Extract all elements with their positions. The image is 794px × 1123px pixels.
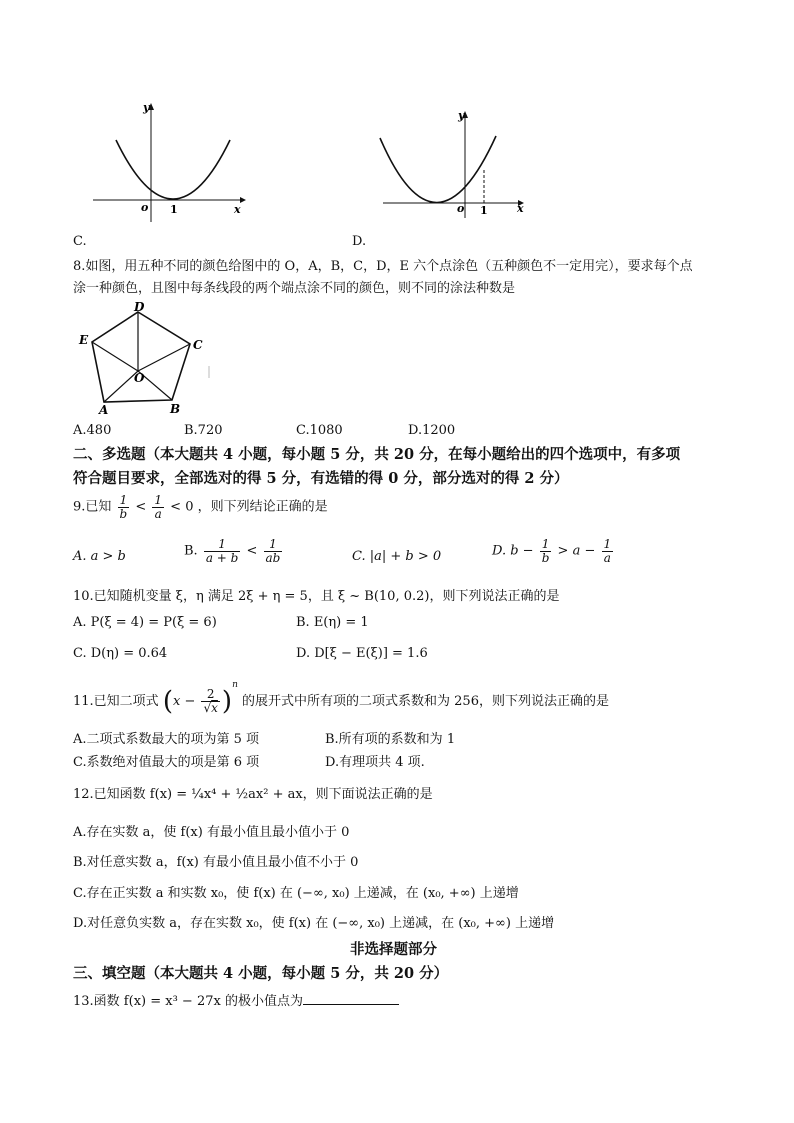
q11-stem-pre: 11.已知二项式 <box>73 694 159 709</box>
nonchoice-heading: 非选择题部分 <box>350 941 437 958</box>
graph-d-x-label: x <box>517 202 524 215</box>
q8-line1: 8.如图，用五种不同的颜色给图中的 O，A，B，C，D，E 六个点涂色（五种颜色不一定用完），要求每个点 <box>73 259 693 274</box>
q10-option-c[interactable]: C. D(η) = 0.64 <box>73 646 168 661</box>
section2-heading-line1: 二、多选题（本大题共 4 小题，每小题 5 分，共 20 分，在每小题给出的四个选项中，有多项 <box>73 446 681 463</box>
q10-option-d[interactable]: D. D[ξ − E(ξ)] = 1.6 <box>296 646 428 661</box>
q8-line2: 涂一种颜色，且图中每条线段的两个端点涂不同的颜色，则不同的涂法种数是 <box>73 281 516 296</box>
q8-option-c[interactable]: C.1080 <box>296 423 343 438</box>
q13-text: 13.函数 f(x) = x³ − 27x 的极小值点为 <box>73 994 303 1009</box>
q10-stem: 10.已知随机变量 ξ，η 满足 2ξ + η = 5，且 ξ ~ B(10, 0.2)，则下列说法正确的是 <box>73 589 560 604</box>
q9-stem-post: ，则下列结论正确的是 <box>197 499 328 515</box>
point-b: B <box>170 402 181 416</box>
q12-option-d[interactable]: D.对任意负实数 a，存在实数 x₀，使 f(x) 在 (−∞, x₀) 上递减，在 (x₀, +∞) 上递增 <box>73 916 555 931</box>
section2-heading-line2: 符合题目要求，全部选对的得 5 分，有选错的得 0 分，部分选对的得 2 分） <box>73 470 569 487</box>
q13-answer-blank[interactable] <box>303 992 399 1005</box>
q11-option-b[interactable]: B.所有项的系数和为 1 <box>325 732 456 747</box>
q9-stem-pre: 9.已知 <box>73 499 112 515</box>
graph-c-tick: 1 <box>170 203 178 216</box>
q11-option-c[interactable]: C.系数绝对值最大的项是第 6 项 <box>73 755 260 770</box>
q9-option-b-label: B. <box>184 543 198 559</box>
q9-option-d-label: D. b − <box>492 543 534 559</box>
pentagon-figure <box>76 300 216 418</box>
point-d: D <box>134 300 145 314</box>
q12-option-a[interactable]: A.存在实数 a，使 f(x) 有最小值且最小值小于 0 <box>73 825 350 840</box>
graph-c-origin: o <box>141 201 149 214</box>
graph-d-tick: 1 <box>480 204 488 217</box>
q8-option-a[interactable]: A.480 <box>73 423 112 438</box>
q12-option-c[interactable]: C.存在正实数 a 和实数 x₀，使 f(x) 在 (−∞, x₀) 上递减，在 (x₀, +∞) 上递增 <box>73 886 519 901</box>
q8-option-b[interactable]: B.720 <box>184 423 223 438</box>
q11-option-a[interactable]: A.二项式系数最大的项为第 5 项 <box>73 732 260 747</box>
q9-option-d[interactable]: D. b − $\frac{1}{b}$ > a − $\frac{1}{a}$ <box>492 537 612 565</box>
graph-d-origin: o <box>457 202 465 215</box>
q10-option-a[interactable]: A. P(ξ = 4) = P(ξ = 6) <box>73 615 217 630</box>
graph-d-y-label: y <box>458 109 465 122</box>
q12-stem: 12.已知函数 f(x) = ¼x⁴ + ½ax² + ax，则下面说法正确的是 <box>73 787 433 802</box>
graph-c-x-label: x <box>234 203 241 216</box>
graph-d-label: D. <box>352 234 367 249</box>
point-a: A <box>99 403 109 417</box>
q13 <box>73 990 399 1009</box>
q11-stem-post: 的展开式中所有项的二项式系数和为 256，则下列说法正确的是 <box>242 694 609 709</box>
q9-stem: 9.已知 $\frac{1}{b}$ < $\frac{1}{a}$ < 0 ，则下列结论正确的是 <box>73 493 328 521</box>
point-c: C <box>193 338 203 352</box>
point-e: E <box>79 333 89 347</box>
section3-heading: 三、填空题（本大题共 4 小题，每小题 5 分，共 20 分） <box>73 965 449 982</box>
graph-d <box>378 108 538 223</box>
q12-option-b[interactable]: B.对任意实数 a，f(x) 有最小值且最小值不小于 0 <box>73 855 359 870</box>
graph-c-label: C. <box>73 234 87 249</box>
q9-option-a[interactable]: A. a > b <box>73 549 126 564</box>
q11-option-d[interactable]: D.有理项共 4 项. <box>325 755 425 770</box>
q9-option-b[interactable]: B. $\frac{1}{a + b}$ < $\frac{1}{ab}$ <box>184 537 281 565</box>
graph-c <box>88 100 248 225</box>
q10-option-b[interactable]: B. E(η) = 1 <box>296 615 369 630</box>
graph-c-y-label: y <box>143 101 150 114</box>
point-o: O <box>134 371 145 385</box>
q8-option-d[interactable]: D.1200 <box>408 423 456 438</box>
q11-stem: 11.已知二项式 (x − $\frac{2}{√x}$ )$^n$ 的展开式中所有项的二项式系数和为 256，则下列说法正确的是 <box>73 680 609 717</box>
q9-option-c[interactable]: C. |a| + b > 0 <box>352 549 442 564</box>
